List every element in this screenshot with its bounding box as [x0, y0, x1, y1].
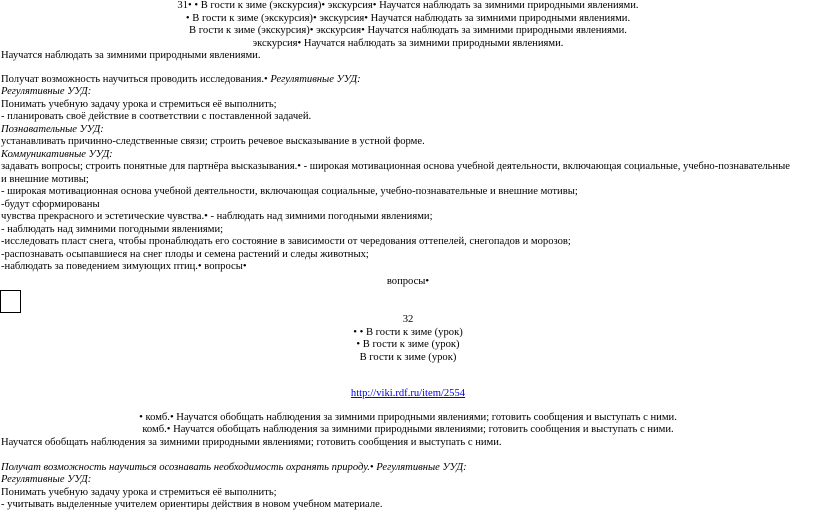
- lesson-number: 32: [402, 314, 414, 325]
- doc-line-35: - учитывать выделенные учителем ориентиры действия в новом учебном материале.: [1, 499, 383, 510]
- doc-line-24: • • В гости к зиме (урок): [353, 327, 463, 338]
- doc-line-16: -будут сформированы: [1, 199, 100, 210]
- doc-line-18: - наблюдать над зимними погодными явлениями;: [1, 224, 224, 235]
- doc-line-15: - широкая мотивационная основа учебной деятельности, включающая социальные, учебно-познавательные и внешние мотивы;: [1, 186, 578, 197]
- doc-line-11: устанавливать причинно-следственные связи; строить речевое высказывание в устной форме.: [1, 136, 425, 147]
- doc-line-34: Понимать учебную задачу урока и стремиться её выполнить;: [1, 487, 277, 498]
- doc-line-30: Научатся обобщать наблюдения за зимними природными явлениями; готовить сообщения и выступать с ними.: [1, 437, 502, 448]
- doc-line-29: комб.• Научатся обобщать наблюдения за зимними природными явлениями; готовить сообщения и выступать с ними.: [142, 424, 674, 435]
- section-heading-cognitive: Познавательные УУД:: [1, 124, 104, 135]
- resource-link[interactable]: http://viki.rdf.ru/item/2554: [350, 388, 466, 399]
- doc-line-26: В гости к зиме (урок): [359, 352, 457, 363]
- doc-line-2: • В гости к зиме (экскурсия)• экскурсия• Научатся наблюдать за зимними природными явлениями.: [185, 13, 631, 24]
- doc-line-13: задавать вопросы; строить понятные для партнёра высказывания.• - широкая мотивационная основа учебной деятельности, включающая социальные, учебно-познавательные: [1, 161, 791, 172]
- doc-line-6: [1, 74, 361, 86]
- doc-line-22: вопросы•: [386, 276, 430, 287]
- doc-line-14: и внешние мотивы;: [1, 174, 89, 185]
- doc-line-9: - планировать своё действие в соответствии с поставленной задачей.: [1, 111, 312, 122]
- doc-line-6-italic: Регулятивные УУД:: [270, 74, 361, 85]
- doc-line-6-text: Получат возможность научиться проводить исследования.•: [1, 74, 268, 85]
- doc-line-21: -наблюдать за поведением зимующих птиц.• вопросы•: [1, 261, 247, 272]
- doc-line-5: Научатся наблюдать за зимними природными явлениями.: [1, 50, 261, 61]
- doc-line-25: • В гости к зиме (урок): [356, 339, 460, 350]
- doc-line-20: -распознавать осыпавшиеся на снег плоды и семена растений и следы животных;: [1, 249, 369, 260]
- doc-line-28: • комб.• Научатся обобщать наблюдения за зимними природными явлениями; готовить сообщения и выступать с ними.: [139, 412, 677, 423]
- doc-line-3: В гости к зиме (экскурсия)• экскурсия• Научатся наблюдать за зимними природными явлениями.: [189, 25, 627, 36]
- section-heading-communicative: Коммуникативные УУД:: [1, 149, 113, 160]
- empty-table-cell: [0, 290, 21, 313]
- doc-line-17: чувства прекрасного и эстетические чувства.• - наблюдать над зимними погодными явлениями;: [1, 211, 433, 222]
- doc-line-31: [1, 462, 467, 474]
- resource-link-line: [0, 388, 816, 400]
- doc-line-1: 31• • В гости к зиме (экскурсия)• экскурсия• Научатся наблюдать за зимними природными явлениями.: [177, 0, 639, 11]
- doc-line-4: экскурсия• Научатся наблюдать за зимними природными явлениями.: [252, 38, 564, 49]
- section-heading-regulatory: Регулятивные УУД:: [1, 86, 92, 97]
- doc-line-19: -исследовать пласт снега, чтобы пронаблюдать его состояние в зависимости от чередования оттепелей, снегопадов и морозов;: [1, 236, 571, 247]
- doc-line-8: Понимать учебную задачу урока и стремиться её выполнить;: [1, 99, 277, 110]
- section-heading-regulatory-2: Регулятивные УУД:: [1, 474, 92, 485]
- doc-line-31-italic: Регулятивные УУД:: [376, 462, 467, 473]
- doc-line-31-text: Получат возможность научиться осознавать необходимость охранять природу.•: [1, 462, 374, 473]
